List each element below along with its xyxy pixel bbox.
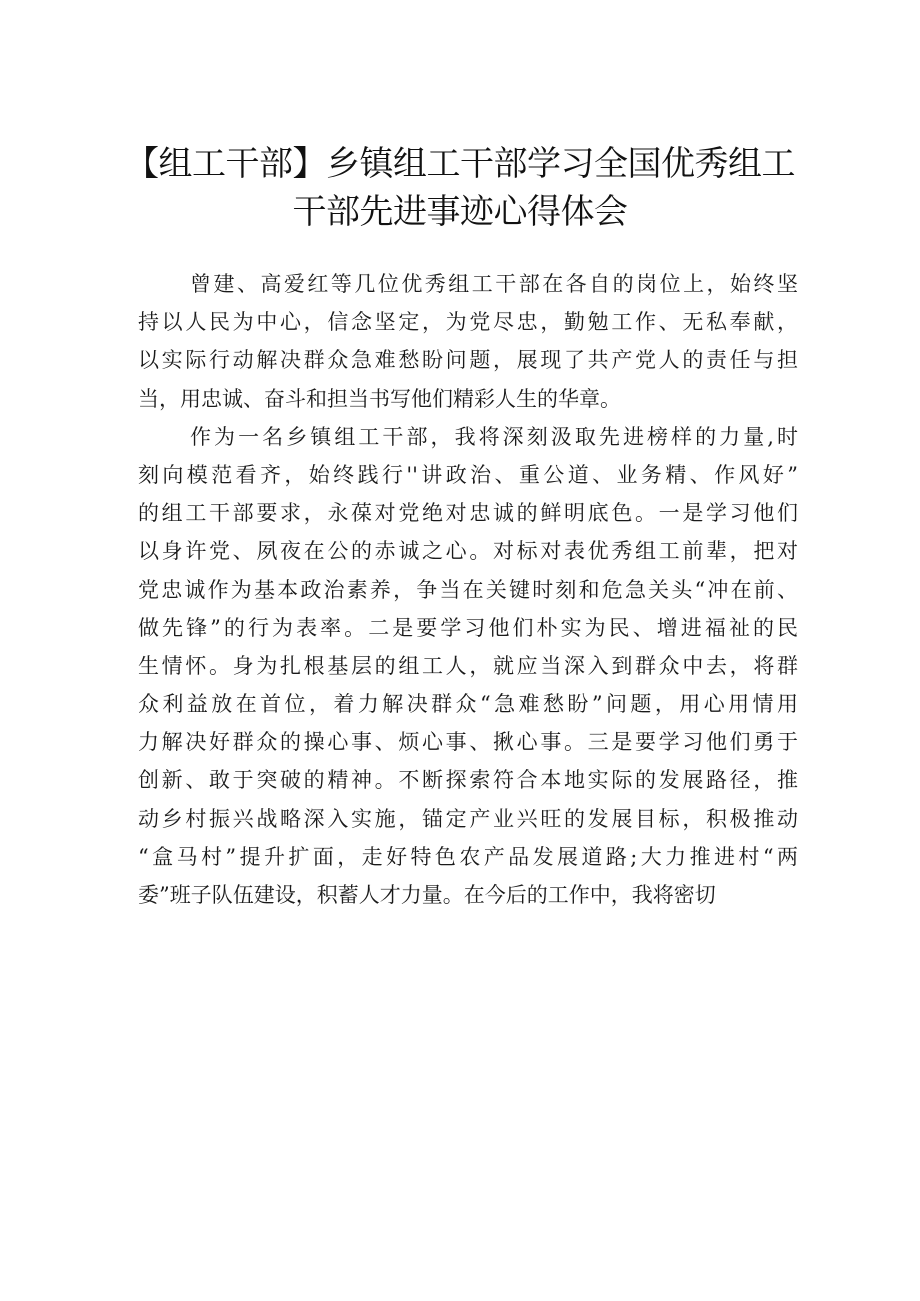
paragraph-line: 众利益放在首位，着力解决群众“急难愁盼”问题，用心用情用 <box>138 692 798 717</box>
paragraph-line: 刻向模范看齐，始终践行''讲政治、重公道、业务精、作风好” <box>138 462 798 487</box>
paragraph-2 <box>138 418 798 914</box>
paragraph-line: 当，用忠诚、奋斗和担当书写他们精彩人生的华章。 <box>138 386 621 411</box>
paragraph-line: 以身许党、夙夜在公的赤诚之心。对标对表优秀组工前辈，把对 <box>138 539 798 564</box>
paragraph-line: 党忠诚作为基本政治素养，争当在关键时刻和危急关头“冲在前、 <box>138 577 798 602</box>
paragraph-line: “盒马村”提升扩面，走好特色农产品发展道路;大力推进村“两 <box>138 844 798 869</box>
paragraph-line: 创新、敢于突破的精神。不断探索符合本地实际的发展路径，推 <box>138 768 798 793</box>
paragraph-line: 力解决好群众的操心事、烦心事、揪心事。三是要学习他们勇于 <box>138 730 798 755</box>
document-body <box>138 265 798 914</box>
title-line-2: 干部先进事迹心得体会 <box>292 192 628 232</box>
document-title <box>100 140 820 236</box>
title-line-1: 【组工干部】乡镇组工干部学习全国优秀组工 <box>125 144 795 184</box>
paragraph-line: 作为一名乡镇组工干部，我将深刻汲取先进榜样的力量,时 <box>190 424 798 449</box>
paragraph-line: 以实际行动解决群众急难愁盼问题，展现了共产党人的责任与担 <box>138 348 798 373</box>
paragraph-line: 动乡村振兴战略深入实施，锚定产业兴旺的发展目标，积极推动 <box>138 806 798 831</box>
paragraph-line: 的组工干部要求，永葆对党绝对忠诚的鲜明底色。一是学习他们 <box>138 501 798 526</box>
paragraph-line: 做先锋”的行为表率。二是要学习他们朴实为民、增进福祉的民 <box>138 615 798 640</box>
paragraph-line: 曾建、高爱红等几位优秀组工干部在各自的岗位上，始终坚 <box>190 272 798 296</box>
paragraph-line: 委”班子队伍建设，积蓄人才力量。在今后的工作中，我将密切 <box>138 883 716 907</box>
paragraph-1 <box>138 265 798 418</box>
paragraph-line: 生情怀。身为扎根基层的组工人，就应当深入到群众中去，将群 <box>138 653 798 678</box>
paragraph-line: 持以人民为中心，信念坚定，为党尽忠，勤勉工作、无私奉献， <box>138 310 798 335</box>
